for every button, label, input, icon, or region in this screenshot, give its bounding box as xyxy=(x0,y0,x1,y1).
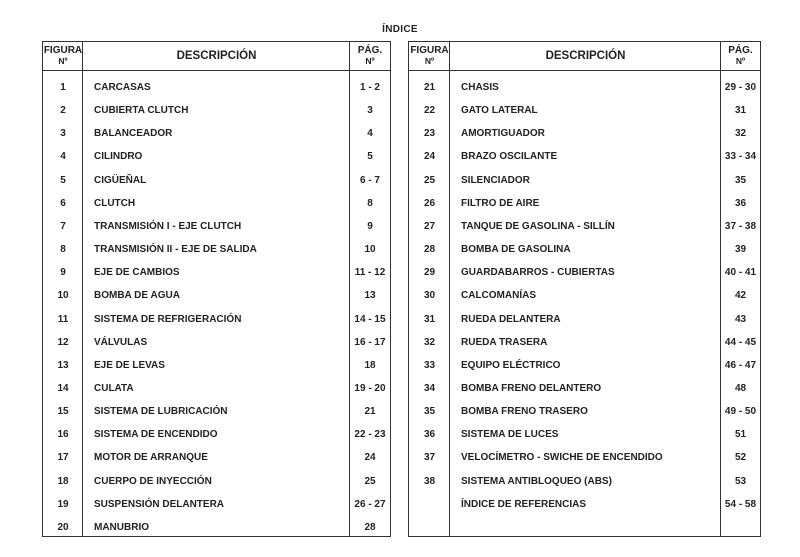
description: CARCASAS xyxy=(94,82,151,93)
figure-number: 11 xyxy=(57,313,69,325)
description: CLUTCH xyxy=(94,197,136,209)
table-row xyxy=(43,400,390,423)
table-row xyxy=(43,215,390,238)
table-row xyxy=(43,493,390,516)
header-descripcion-label: DESCRIPCIÓN xyxy=(545,49,626,62)
description: BOMBA DE GASOLINA xyxy=(461,244,571,256)
figure-number: 8 xyxy=(60,244,66,256)
description: SISTEMA DE REFRIGERACIÓN xyxy=(94,313,242,325)
header-pag-label: PÁG. xyxy=(357,45,383,56)
description: TRANSMISIÓN I - EJE CLUTCH xyxy=(94,220,242,232)
figure-number: 16 xyxy=(57,429,69,441)
page-number: 3 xyxy=(367,105,373,117)
description: VÁLVULAS xyxy=(94,336,148,348)
table-row xyxy=(409,493,760,516)
figure-number: 35 xyxy=(423,406,436,418)
table-row xyxy=(409,215,760,238)
figure-number: 36 xyxy=(423,429,436,441)
figure-number: 26 xyxy=(423,197,436,209)
description: BOMBA FRENO DELANTERO xyxy=(461,382,602,394)
table-row xyxy=(43,238,390,261)
description: GUARDABARROS - CUBIERTAS xyxy=(461,267,615,279)
page-number: 18 xyxy=(364,359,376,371)
description: AMORTIGUADOR xyxy=(461,128,545,140)
figure-number: 17 xyxy=(57,452,69,464)
header-figura-number-label: Nº xyxy=(424,56,435,66)
figure-number: 24 xyxy=(423,151,436,163)
table-row xyxy=(43,377,390,400)
figure-number: 30 xyxy=(423,290,436,302)
table-row xyxy=(43,354,390,377)
figure-number: 3 xyxy=(60,128,66,140)
header-pag-number-label: Nº xyxy=(365,56,375,66)
description: CILINDRO xyxy=(94,151,143,163)
page-number: 31 xyxy=(734,105,747,117)
table-row xyxy=(409,122,760,145)
description: CALCOMANÍAS xyxy=(461,290,536,302)
header-pag-number-label: Nº xyxy=(735,56,746,66)
figure-number: 34 xyxy=(423,382,436,394)
figure-number: 5 xyxy=(60,174,66,186)
description: EJE DE CAMBIOS xyxy=(94,267,180,279)
table-row xyxy=(409,99,760,122)
page-number: 10 xyxy=(364,244,376,256)
figure-number: 10 xyxy=(57,290,69,302)
page-number: 46 - 47 xyxy=(724,359,757,371)
page-number: 48 xyxy=(734,382,747,394)
table-row xyxy=(409,331,760,354)
description: TANQUE DE GASOLINA - SILLÍN xyxy=(461,220,615,232)
page-number: 36 xyxy=(734,197,747,209)
figure-number: 13 xyxy=(57,359,69,371)
table-row xyxy=(43,446,390,469)
page-number: 9 xyxy=(367,220,373,232)
page-number: 14 - 15 xyxy=(354,313,386,325)
page-number: 24 xyxy=(364,452,376,464)
page-number: 42 xyxy=(734,290,747,302)
figure-number: 25 xyxy=(423,174,436,186)
table-row xyxy=(409,446,760,469)
table-row xyxy=(43,284,390,307)
table-header xyxy=(43,42,390,71)
description: CUERPO DE INYECCIÓN xyxy=(94,475,212,487)
description: MANUBRIO xyxy=(94,521,149,533)
index-table-left xyxy=(42,41,391,537)
table-row xyxy=(43,423,390,446)
figure-number: 9 xyxy=(60,267,66,279)
table-row xyxy=(409,76,760,99)
page-number: 21 xyxy=(364,406,376,418)
table-row xyxy=(409,238,760,261)
table-row xyxy=(409,261,760,284)
figure-number: 2 xyxy=(60,105,66,117)
table-header xyxy=(409,42,760,71)
page-number: 39 xyxy=(734,244,747,256)
header-descripcion xyxy=(450,42,721,70)
table-row xyxy=(409,377,760,400)
description: EJE DE LEVAS xyxy=(94,359,165,371)
table-row xyxy=(43,99,390,122)
description: SISTEMA DE LUCES xyxy=(461,429,559,441)
description: CHASIS xyxy=(461,82,499,93)
table-row xyxy=(409,423,760,446)
figure-number: 38 xyxy=(423,475,436,487)
table-row xyxy=(43,122,390,145)
description: CULATA xyxy=(94,382,134,394)
table-row xyxy=(409,284,760,307)
page-number: 52 xyxy=(734,452,747,464)
header-figura-label: FIGURA xyxy=(410,45,449,56)
description: SISTEMA DE LUBRICACIÓN xyxy=(94,406,228,418)
page-number: 1 - 2 xyxy=(359,82,380,93)
header-descripcion xyxy=(83,42,350,70)
page-number: 6 - 7 xyxy=(359,174,380,186)
page-number: 49 - 50 xyxy=(724,406,757,418)
figure-number: 27 xyxy=(423,220,436,232)
page-number: 53 xyxy=(734,475,747,487)
description: SISTEMA ANTIBLOQUEO (ABS) xyxy=(461,475,612,487)
table-row xyxy=(43,331,390,354)
table-row xyxy=(409,470,760,493)
table-row xyxy=(43,76,390,99)
page-title: ÍNDICE xyxy=(382,24,418,35)
description: BRAZO OSCILANTE xyxy=(461,151,558,163)
description: CUBIERTA CLUTCH xyxy=(94,105,189,117)
figure-number: 29 xyxy=(423,267,436,279)
figure-number: 28 xyxy=(423,244,436,256)
figure-number: 7 xyxy=(60,220,66,232)
figure-number: 32 xyxy=(423,336,436,348)
description: FILTRO DE AIRE xyxy=(461,197,540,209)
header-pag-label: PÁG. xyxy=(728,45,753,56)
page-number: 51 xyxy=(734,429,747,441)
table-row xyxy=(43,169,390,192)
description: ÍNDICE DE REFERENCIAS xyxy=(461,498,587,510)
index-table-right xyxy=(408,41,761,537)
description: GATO LATERAL xyxy=(461,105,538,117)
description: SILENCIADOR xyxy=(461,174,530,186)
figure-number: 6 xyxy=(60,197,66,209)
header-figura xyxy=(43,42,83,70)
page-number: 33 - 34 xyxy=(724,151,757,163)
figure-number: 31 xyxy=(423,313,436,325)
description: BOMBA DE AGUA xyxy=(94,290,180,302)
description: RUEDA TRASERA xyxy=(461,336,548,348)
table-row xyxy=(409,354,760,377)
description: BALANCEADOR xyxy=(94,128,173,140)
figure-number: 23 xyxy=(423,128,436,140)
table-row xyxy=(43,145,390,168)
table-row xyxy=(43,516,390,539)
table-row xyxy=(409,308,760,331)
header-pag xyxy=(721,42,760,70)
page-number: 4 xyxy=(367,128,373,140)
page-number: 25 xyxy=(364,475,376,487)
description: RUEDA DELANTERA xyxy=(461,313,561,325)
page-number: 35 xyxy=(734,174,747,186)
description: CIGÜEÑAL xyxy=(94,174,147,186)
description: SUSPENSIÓN DELANTERA xyxy=(94,498,225,510)
table-row xyxy=(409,169,760,192)
figure-number: 19 xyxy=(57,498,69,510)
description: VELOCÍMETRO - SWICHE DE ENCENDIDO xyxy=(461,452,663,464)
page-number: 22 - 23 xyxy=(354,429,386,441)
figure-number: 20 xyxy=(57,521,69,533)
page-number: 26 - 27 xyxy=(354,498,386,510)
figure-number: 14 xyxy=(57,382,69,394)
header-pag xyxy=(350,42,390,70)
figure-number: 18 xyxy=(57,475,69,487)
figure-number: 33 xyxy=(423,359,436,371)
table-row xyxy=(409,192,760,215)
page-number: 8 xyxy=(367,197,373,209)
header-figura-number-label: Nº xyxy=(58,56,68,66)
table-row xyxy=(43,470,390,493)
figure-number: 22 xyxy=(423,105,436,117)
figure-number: 12 xyxy=(57,336,69,348)
description: SISTEMA DE ENCENDIDO xyxy=(94,429,218,441)
page-number: 5 xyxy=(367,151,373,163)
page-number: 37 - 38 xyxy=(724,220,757,232)
table-row xyxy=(409,400,760,423)
page-number: 13 xyxy=(364,290,376,302)
page-number: 32 xyxy=(734,128,747,140)
page-number: 16 - 17 xyxy=(354,336,386,348)
page-number: 43 xyxy=(734,313,747,325)
header-figura xyxy=(409,42,450,70)
table-row xyxy=(409,145,760,168)
header-descripcion-label: DESCRIPCIÓN xyxy=(176,49,257,62)
figure-number: 21 xyxy=(423,82,436,93)
table-row xyxy=(43,261,390,284)
figure-number: 37 xyxy=(423,452,436,464)
page-number: 54 - 58 xyxy=(724,498,757,510)
description: MOTOR DE ARRANQUE xyxy=(94,452,208,464)
description: BOMBA FRENO TRASERO xyxy=(461,406,588,418)
figure-number: 1 xyxy=(60,82,66,93)
description: TRANSMISIÓN II - EJE DE SALIDA xyxy=(94,244,257,256)
figure-number: 15 xyxy=(57,406,69,418)
page-number: 40 - 41 xyxy=(724,267,757,279)
table-row xyxy=(43,308,390,331)
page-number: 19 - 20 xyxy=(354,382,386,394)
description: EQUIPO ELÉCTRICO xyxy=(461,359,561,371)
page-number: 11 - 12 xyxy=(354,267,386,279)
figure-number: 4 xyxy=(60,151,66,163)
figure-number xyxy=(409,493,450,516)
page-number: 44 - 45 xyxy=(724,336,757,348)
page-number: 28 xyxy=(364,521,376,533)
header-figura-label: FIGURA xyxy=(43,45,83,56)
table-row xyxy=(43,192,390,215)
page-number: 29 - 30 xyxy=(724,82,757,93)
